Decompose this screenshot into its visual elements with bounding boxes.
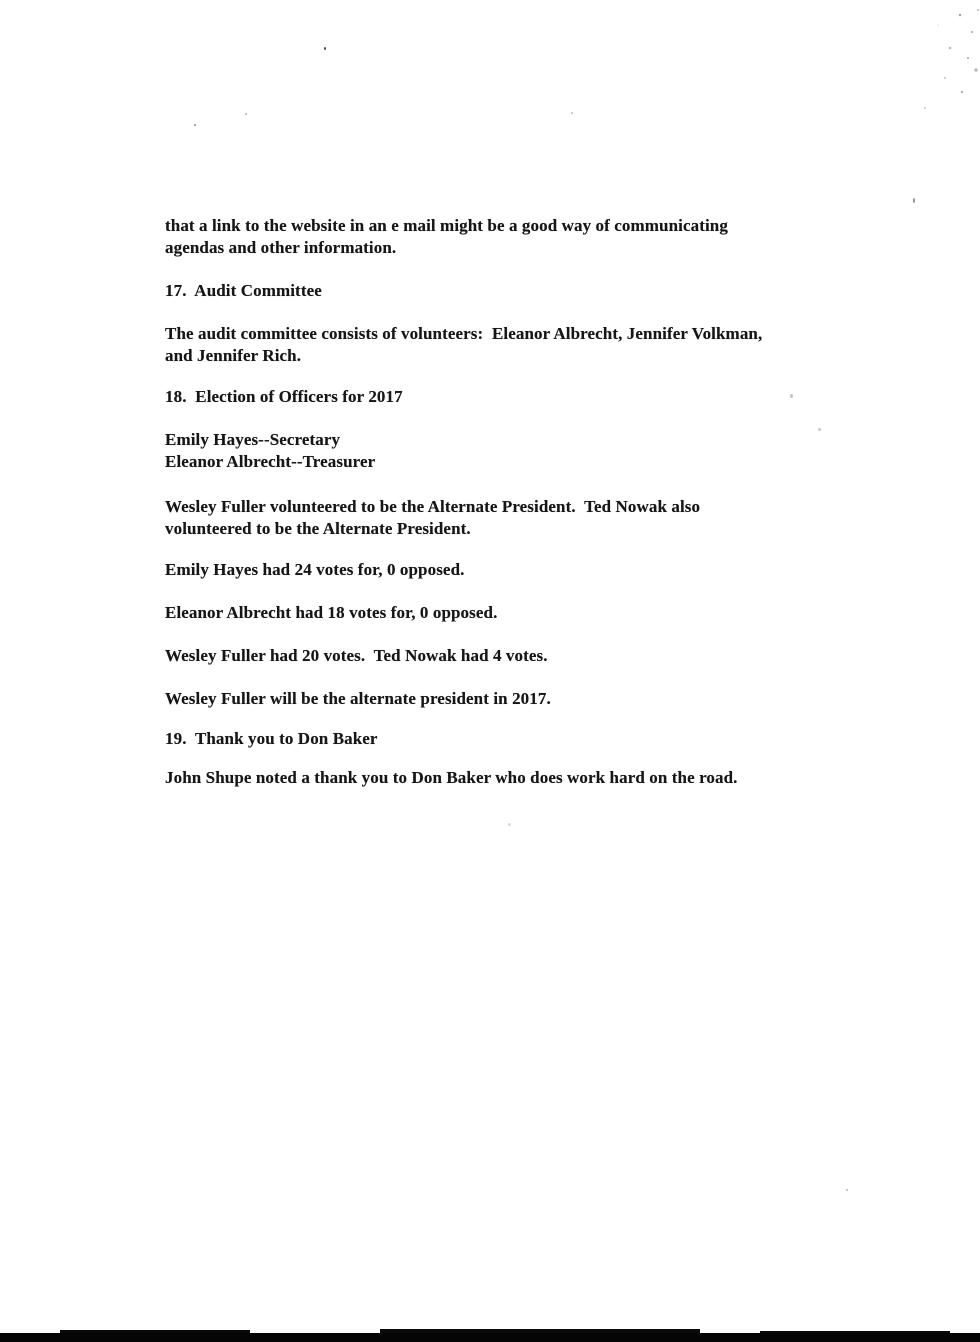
text-line: Wesley Fuller will be the alternate president in 2017. xyxy=(165,689,551,708)
paragraph-officer-list xyxy=(165,429,865,473)
text-line: volunteered to be the Alternate President. xyxy=(165,519,471,538)
text-line: Emily Hayes--Secretary xyxy=(165,430,341,449)
scan-speck xyxy=(571,112,573,114)
text-line: Wesley Fuller had 20 votes. Ted Nowak had 4 votes. xyxy=(165,646,548,665)
paragraph-eleanor-votes xyxy=(165,602,865,624)
text-line: 17. Audit Committee xyxy=(165,281,322,300)
text-line: Wesley Fuller volunteered to be the Alternate President. Ted Nowak also xyxy=(165,497,701,516)
scan-speck xyxy=(508,823,511,826)
scan-speck xyxy=(245,113,247,115)
text-line: and Jennifer Rich. xyxy=(165,346,302,365)
heading-item-18 xyxy=(165,386,865,408)
text-line: Emily Hayes had 24 votes for, 0 opposed. xyxy=(165,560,465,579)
scan-speck xyxy=(194,124,196,126)
paragraph-audit-members xyxy=(165,323,865,367)
text-line: Eleanor Albrecht--Treasurer xyxy=(165,452,376,471)
text-line: agendas and other information. xyxy=(165,238,397,257)
paragraph-alternate-volunteers xyxy=(165,496,865,540)
paragraph-alternate-votes xyxy=(165,645,865,667)
scan-noise-top-right xyxy=(890,0,980,130)
text-line: that a link to the website in an e mail might be a good way of communicating xyxy=(165,216,728,235)
text-line: 19. Thank you to Don Baker xyxy=(165,729,378,748)
scan-speck xyxy=(324,47,326,50)
paragraph-alternate-result xyxy=(165,688,865,710)
scan-bar-bottom xyxy=(0,1333,980,1342)
heading-item-19 xyxy=(165,728,865,750)
scan-speck xyxy=(790,394,793,398)
scan-speck xyxy=(913,198,915,203)
text-line: The audit committee consists of volunteers: Eleanor Albrecht, Jennifer Volkman, xyxy=(165,324,763,343)
scan-speck xyxy=(846,1189,848,1191)
paragraph-thank-you xyxy=(165,767,865,789)
text-line: John Shupe noted a thank you to Don Baker who does work hard on the road. xyxy=(165,768,738,787)
paragraph-website-link xyxy=(165,215,865,259)
paragraph-emily-votes xyxy=(165,559,865,581)
scan-speck xyxy=(818,428,821,431)
text-line: Eleanor Albrecht had 18 votes for, 0 opposed. xyxy=(165,603,498,622)
text-line: 18. Election of Officers for 2017 xyxy=(165,387,403,406)
heading-item-17 xyxy=(165,280,865,302)
